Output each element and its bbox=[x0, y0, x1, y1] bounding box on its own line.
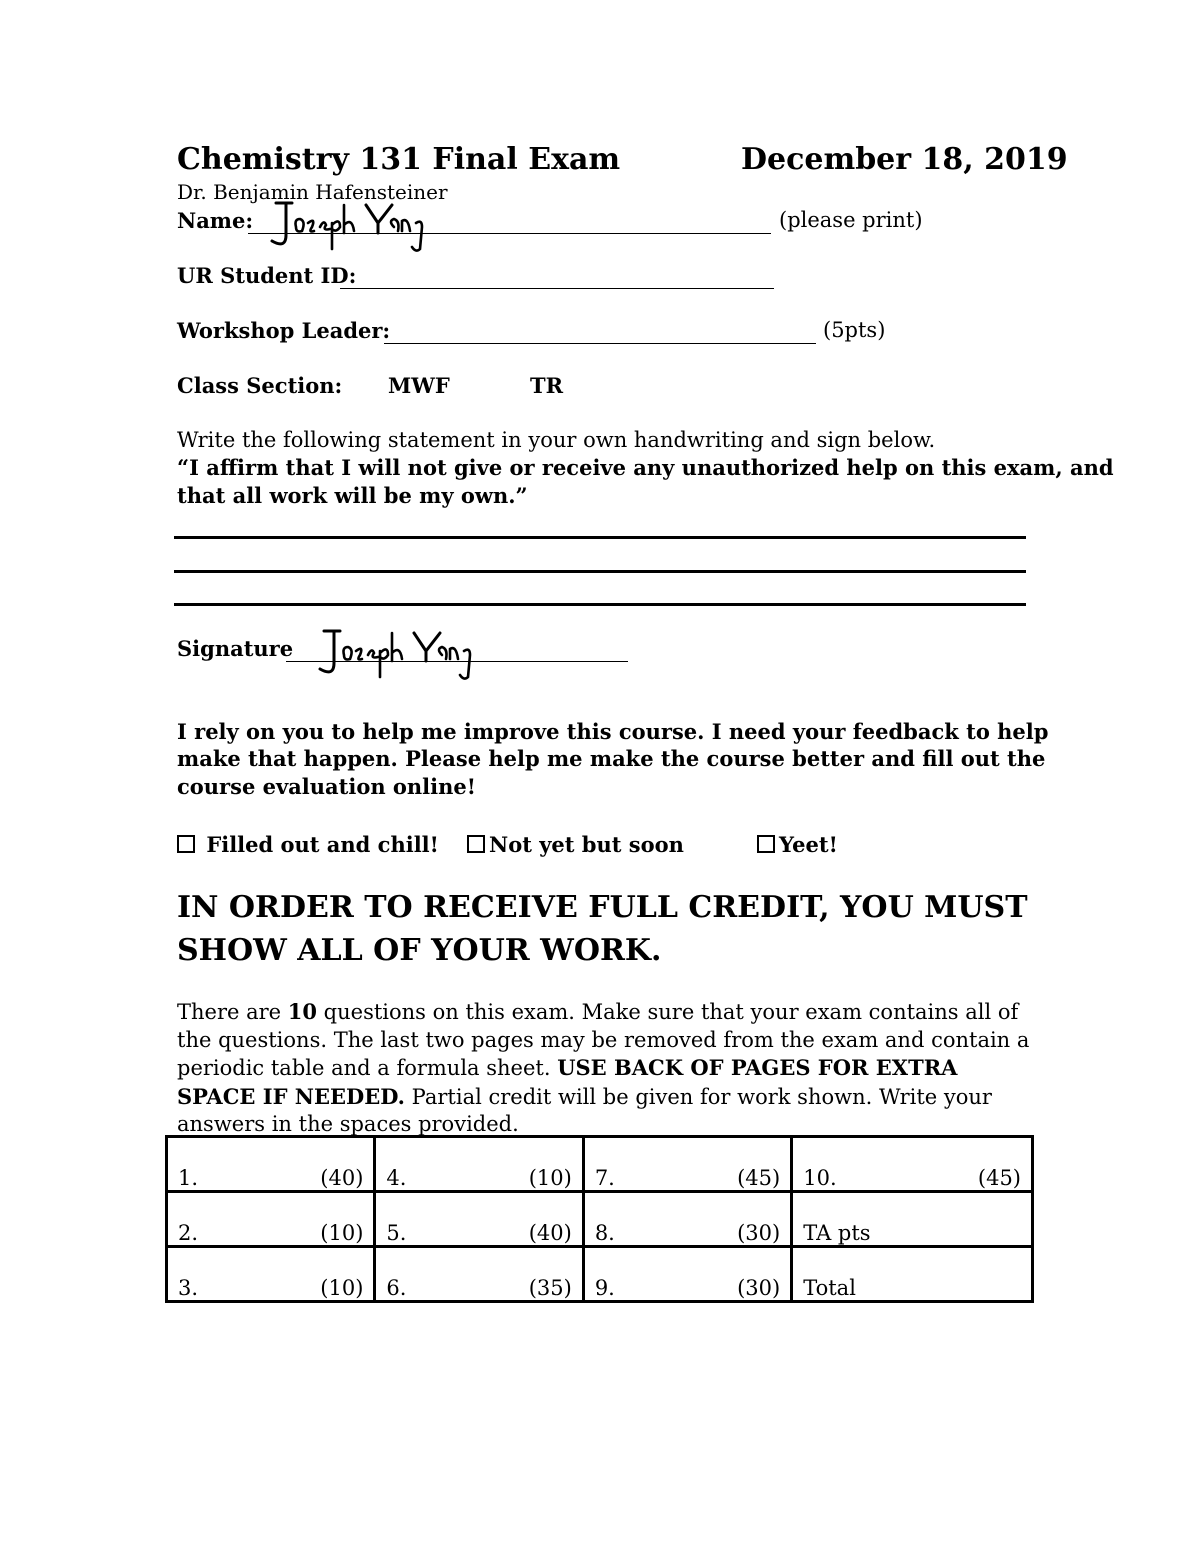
score-cell[interactable]: 6. (35) bbox=[375, 1247, 583, 1302]
handwritten-signature bbox=[310, 625, 480, 687]
option-yeet[interactable] bbox=[757, 832, 838, 857]
score-table bbox=[165, 1135, 1034, 1303]
section-option-mwf[interactable]: MWF bbox=[388, 373, 450, 398]
student-id-field-line[interactable] bbox=[340, 288, 774, 289]
signature-label: Signature bbox=[177, 636, 294, 661]
score-cell[interactable]: TA pts bbox=[792, 1192, 1033, 1247]
feedback-line-1: I rely on you to help me improve this course. I need your feedback to help bbox=[177, 719, 1049, 744]
option-yeet-label: Yeet! bbox=[779, 832, 838, 857]
option-filled-out-label: Filled out and chill! bbox=[206, 832, 439, 857]
honor-statement-line-1: “I affirm that I will not give or receive any unauthorized help on this exam, and bbox=[177, 455, 1114, 480]
question-count: 10 bbox=[287, 999, 317, 1024]
workshop-leader-field-line[interactable] bbox=[384, 343, 816, 344]
handwriting-line-2[interactable] bbox=[174, 570, 1026, 573]
exam-instructions: There are 10 questions on this exam. Make sure that your exam contains all of the questions. The last two pages may be removed from the exam and contain a periodic table and a formula sheet. USE BACK OF PAGES FOR EXTRA SPACE IF NEEDED. Partial credit will be given for work shown. Write your answers in the spaces provided. bbox=[177, 999, 1030, 1136]
score-cell[interactable]: 5. (40) bbox=[375, 1192, 583, 1247]
option-not-yet[interactable] bbox=[467, 832, 684, 857]
score-cell[interactable]: 4. (10) bbox=[375, 1137, 583, 1192]
table-row bbox=[167, 1247, 1033, 1302]
exam-title: Chemistry 131 Final Exam bbox=[177, 142, 621, 177]
score-cell[interactable]: 10. (45) bbox=[792, 1137, 1033, 1192]
table-row bbox=[167, 1192, 1033, 1247]
handwriting-line-3[interactable] bbox=[174, 603, 1026, 606]
score-cell[interactable]: 3. (10) bbox=[167, 1247, 375, 1302]
honor-statement-line-2: that all work will be my own.” bbox=[177, 483, 528, 508]
student-id-label: UR Student ID: bbox=[177, 263, 357, 288]
exam-date: December 18, 2019 bbox=[741, 142, 1068, 177]
score-cell[interactable]: 7. (45) bbox=[583, 1137, 791, 1192]
score-cell[interactable]: 8. (30) bbox=[583, 1192, 791, 1247]
extra-space-note: USE BACK OF PAGES FOR EXTRA SPACE IF NEEDED. bbox=[177, 1055, 958, 1109]
table-row bbox=[167, 1137, 1033, 1192]
score-cell[interactable]: Total bbox=[792, 1247, 1033, 1302]
score-cell[interactable]: 9. (30) bbox=[583, 1247, 791, 1302]
statement-instruction: Write the following statement in your own handwriting and sign below. bbox=[177, 428, 936, 452]
handwriting-line-1[interactable] bbox=[174, 536, 1026, 539]
section-option-tr[interactable]: TR bbox=[530, 373, 564, 398]
workshop-points: (5pts) bbox=[823, 318, 886, 342]
checkbox-icon[interactable] bbox=[757, 835, 775, 853]
score-cell[interactable]: 2. (10) bbox=[167, 1192, 375, 1247]
warning-line-1: IN ORDER TO RECEIVE FULL CREDIT, YOU MUST bbox=[177, 890, 1028, 925]
checkbox-icon[interactable] bbox=[177, 835, 195, 853]
name-note: (please print) bbox=[779, 208, 923, 232]
feedback-line-2: make that happen. Please help me make the course better and fill out the bbox=[177, 746, 1046, 771]
instructor-name: Dr. Benjamin Hafensteiner bbox=[177, 180, 448, 204]
option-not-yet-label: Not yet but soon bbox=[489, 832, 684, 857]
feedback-line-3: course evaluation online! bbox=[177, 774, 476, 799]
name-label: Name: bbox=[177, 208, 254, 233]
option-filled-out[interactable] bbox=[177, 832, 439, 857]
class-section-label: Class Section: bbox=[177, 373, 343, 398]
score-cell[interactable]: 1. (40) bbox=[167, 1137, 375, 1192]
handwritten-name bbox=[262, 197, 432, 259]
workshop-leader-label: Workshop Leader: bbox=[177, 318, 391, 343]
checkbox-icon[interactable] bbox=[467, 835, 485, 853]
warning-line-2: SHOW ALL OF YOUR WORK. bbox=[177, 933, 662, 968]
